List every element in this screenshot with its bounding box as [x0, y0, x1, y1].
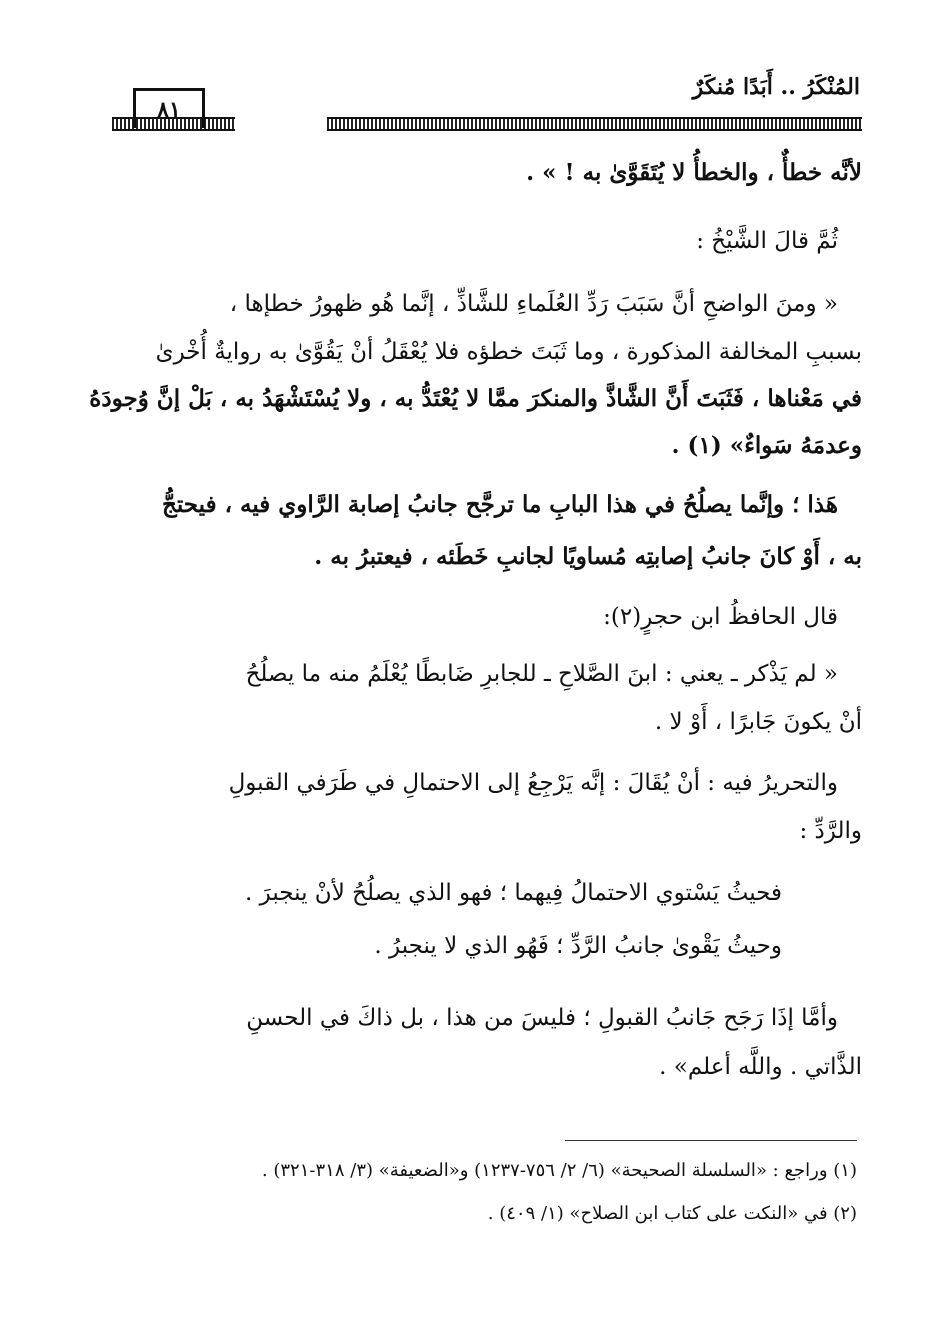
text-line: « ومنَ الواضحِ أنَّ سَبَبَ رَدِّ العُلَماءِ للشَّاذِّ ، إنَّما هُو ظهورُ خطإها ، — [229, 291, 838, 317]
text-line: فحيثُ يَسْتوي الاحتمالُ فِيهما ؛ فهو الذي يصلُحُ لأنْ ينجبرَ . — [245, 880, 782, 906]
text-line: به ، أَوْ كانَ جانبُ إصابتِه مُساويًا لجانبِ خَطَئه ، فيعتبرُ به . — [314, 543, 862, 570]
running-title: المُنْكَرُ .. أَبَدًا مُنكَرٌ — [692, 74, 860, 100]
page-number: ٨١ — [133, 88, 205, 128]
text-line: هَذا ؛ وإنَّما يصلُحُ في هذا البابِ ما ترجَّح جانبُ إصابة الرَّاوي فيه ، فيحتجُّ — [162, 491, 838, 518]
text-line: لأنَّه خطأٌ ، والخطأُ لا يُتَقَوَّىٰ به ! » . — [526, 159, 862, 186]
text-line: والرَّدِّ : — [799, 818, 862, 844]
footnote: (١) وراجع : «السلسلة الصحيحة» (٦/ ٢/ ٧٥٦-١٢٣٧) و«الضعيفة» (٣/ ٣١٨-٣٢١) . — [261, 1160, 857, 1181]
footnote: (٢) في «النكت على كتاب ابن الصلاح» (١/ ٤٠٩) . — [487, 1203, 857, 1224]
footnote-separator — [565, 1140, 857, 1141]
text-line: ثُمَّ قالَ الشَّيْخُ : — [696, 228, 838, 254]
text-line: أنْ يكونَ جَابرًا ، أَوْ لا . — [654, 709, 862, 735]
text-line: الذَّاتي . واللَّه أعلم» . — [659, 1054, 862, 1080]
text-line: قال الحافظُ ابن حجرٍ(٢): — [603, 604, 838, 630]
header-rule-right — [327, 117, 862, 131]
text-line: بسببِ المخالفة المذكورة ، وما ثَبَتَ خطؤه فلا يُعْقَلُ أنْ يَقُوَّىٰ به روايةٌ أُخْرىٰ — [155, 339, 862, 365]
text-line: وأمَّا إذَا رَجَح جَانبُ القبولِ ؛ فليسَ من هذا ، بل ذاكَ في الحسنِ — [246, 1005, 838, 1031]
text-line: وحيثُ يَقْوىٰ جانبُ الرَّدِّ ؛ فَهُو الذي لا ينجبرُ . — [374, 933, 782, 959]
text-line: والتحريرُ فيه : أنْ يُقَالَ : إنَّه يَرْجِعُ إلى الاحتمالِ في طَرَفي القبولِ — [228, 770, 838, 796]
text-line: « لم يَذْكر ـ يعني : ابنَ الصَّلاحِ ـ للجابرِ ضَابطًا يُعْلَمُ منه ما يصلُحُ — [245, 661, 838, 687]
text-line: في مَعْناها ، فَثَبَتَ أَنَّ الشَّاذَّ والمنكرَ ممَّا لا يُعْتَدُّ به ، ولا يُسْتَشْهَدُ به ، بَلْ إنَّ وُجودَهُ — [89, 385, 862, 412]
text-line: وعدمَهُ سَواءٌ» (١) . — [671, 432, 862, 459]
